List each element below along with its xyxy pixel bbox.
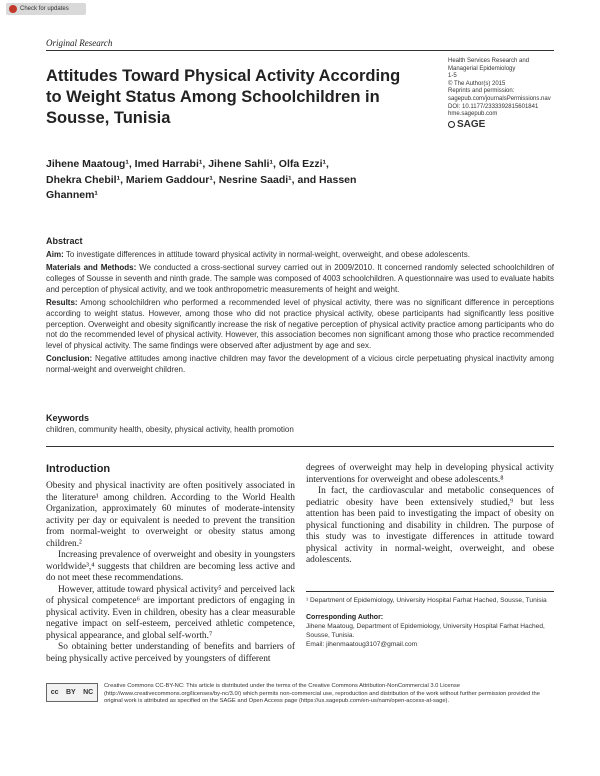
methods-label: Materials and Methods:	[46, 263, 137, 273]
check-for-updates-badge[interactable]	[6, 3, 86, 15]
keywords-text: children, community health, obesity, physical activity, health promotion	[46, 425, 294, 434]
corresponding-address: Jihene Maatoug, Department of Epidemiology, University Hospital Farhat Hached, Sousse, Tunisia.	[306, 623, 545, 639]
nc-icon: NC	[83, 689, 94, 696]
meta-line: Managerial Epidemiology	[448, 65, 516, 72]
publisher-logo	[448, 118, 568, 130]
license-block	[46, 683, 554, 706]
abstract-aim	[46, 250, 554, 261]
header-rule	[46, 50, 554, 51]
aim-text: To investigate differences in attitude toward physical activity in normal-weight, overweight, and obese adolescents.	[63, 249, 470, 259]
results-label: Results:	[46, 297, 78, 307]
check-updates-label: Check for updates	[20, 6, 69, 12]
meta-line: © The Author(s) 2015	[448, 80, 506, 87]
keywords-heading: Keywords	[46, 413, 90, 423]
methods-text: We conducted a cross-sectional survey carried out in 2009/2010. It concerned randomly selected schoolchildren of colleges of Sousse in seventh and ninth grade. The sample was composed of 4003 schoolchildren. A questionnaire was used to evaluate habits and perception of physical activity, and we took anthropometric measurements of height and weight.	[46, 263, 554, 294]
abstract-section	[46, 236, 554, 379]
abstract-heading: Abstract	[46, 236, 83, 246]
meta-line: hme.sagepub.com	[448, 111, 498, 118]
intro-paragraph: Obesity and physical inactivity are often positively associated in the literature¹ among children. According to the World Health Organization, approximately 60 minutes of moderate-intensity activity per day or equivalent is needed to prevent the transition from normal-weight to overweight or obesity status among children.²	[46, 481, 295, 549]
aim-label: Aim:	[46, 249, 64, 259]
corresponding-heading: Corresponding Author:	[306, 614, 384, 621]
section-rule	[46, 446, 554, 447]
abstract-results	[46, 298, 554, 352]
article-title: Attitudes Toward Physical Activity According to Weight Status Among Schoolchildren in Sousse, Tunisia	[46, 67, 401, 127]
article-type-label: Original Research	[46, 38, 113, 48]
cc-license-logo[interactable]	[46, 683, 98, 702]
journal-meta	[448, 58, 568, 128]
affiliation-text: ¹ Department of Epidemiology, University Hospital Farhat Hached, Sousse, Tunisia	[306, 597, 547, 604]
license-text: Creative Commons CC-BY-NC: This article is distributed under the terms of the Creative Commons Attribution-NonCommercial 3.0 License (http://www.creativecommons.org/licenses/by-nc/3.0/) which permits non-commercial use, reproduction and distribution of the work without further permission provided the original work is attributed as specified on the SAGE and Open Access page (https://us.sagepub.com/en-us/nam/open-access-at-sage).	[104, 683, 540, 705]
keywords-section	[46, 413, 554, 435]
intro-paragraph: In fact, the cardiovascular and metabolic consequences of pediatric obesity have been extensively studied,⁹ but less attention has been paid to investigating the impact of obesity on physical functioning and disability in children. The purpose of this study was to investigate differences in attitude toward physical activity in normal-weight, overweight, and obese adolescents.	[306, 486, 554, 565]
intro-heading: Introduction	[46, 463, 111, 475]
publisher-name: SAGE	[457, 118, 486, 130]
cc-icon: cc	[50, 689, 59, 696]
intro-column-right	[306, 463, 554, 567]
conclusion-text: Negative attitudes among inactive children may favor the development of a vicious circle perpetuating physical inactivity among normal-weight and overweight children.	[46, 354, 554, 375]
results-text: Among schoolchildren who performed a recommended level of physical activity, there was no significant difference in perceptions according to weight status. However, among those who did not practice physical activity, obese participants had significantly less positive perception. Overweight and obesity significantly increase the risk of negative perception of physical activity practice among participants who do not do the recommended level of physical activity. However, this association becomes non significant among those who practice recommended level of physical activity. The same findings were observed after adjustment by age and sex.	[46, 297, 554, 351]
abstract-methods	[46, 263, 554, 295]
by-icon: BY	[65, 689, 76, 696]
intro-paragraph: So obtaining better understanding of benefits and barriers of being physically active perceived by youngsters of different	[46, 642, 295, 664]
affiliation-footnote	[306, 591, 554, 649]
intro-paragraph: Increasing prevalence of overweight and obesity in youngsters worldwide³,⁴ suggests that children are becoming less active and do not meet these recommendations.	[46, 550, 295, 583]
corresponding-email[interactable]: Email: jihenmaatoug3107@gmail.com	[306, 641, 418, 648]
abstract-conclusion	[46, 354, 554, 376]
author-list: Jihene Maatoug¹, Imed Harrabi¹, Jihene Sahli¹, Olfa Ezzi¹, Dhekra Chebil¹, Mariem Gaddour¹, Nesrine Saadi¹, and Hassen Ghannem¹	[46, 158, 357, 201]
meta-line: Reprints and permission:	[448, 88, 515, 95]
intro-paragraph: degrees of overweight may help in developing physical activity interventions for overweight and obese adolescents.⁸	[306, 463, 554, 485]
meta-line: Health Services Research and	[448, 58, 530, 64]
meta-line: DOI: 10.1177/2333392815601841	[448, 103, 539, 110]
sage-logo-icon	[448, 121, 455, 128]
intro-column-left	[46, 463, 295, 665]
intro-paragraph: However, attitude toward physical activity⁵ and perceived lack of physical competence⁶ are important predictors of engaging in physical activity. Even in children, obesity has a clear measurable negative impact on self-esteem, perceived athletic competence, physical appearance, and global self-worth.⁷	[46, 584, 295, 641]
meta-line: 1-5	[448, 73, 457, 80]
crossmark-icon	[9, 5, 17, 13]
conclusion-label: Conclusion:	[46, 354, 93, 364]
meta-line: sagepub.com/journalsPermissions.nav	[448, 95, 551, 102]
